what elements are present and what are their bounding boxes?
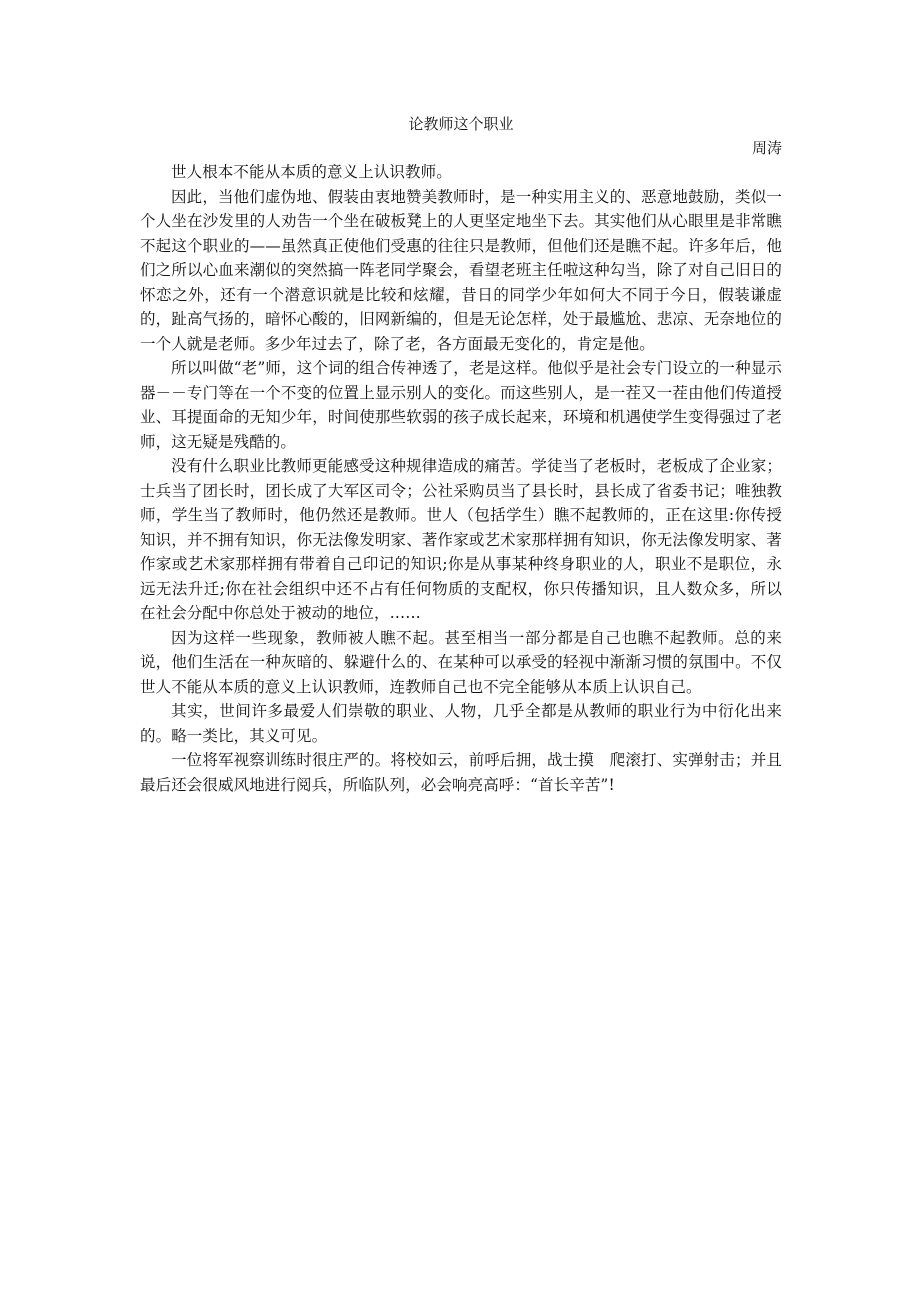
paragraph: 其实，世间许多最爱人们崇敬的职业、人物，几乎全都是从教师的职业行为中衍化出来的。略一类比，其义可见。 <box>140 702 782 745</box>
paragraph: 所以叫做“老”师，这个词的组合传神透了，老是这样。他似乎是社会专门设立的一种显示器－－专门等在一个不变的位置上显示别人的变化。而这些别人，是一茬又一茬由他们传道授业、耳提面命的无知少年，时间使那些软弱的孩子成长起来，环境和机遇使学生变得强过了老师，这无疑是残酷的。 <box>140 359 782 451</box>
paragraph: 世人根本不能从本质的意义上认识教师。 <box>171 163 452 181</box>
paragraph: 因此，当他们虚伪地、假装由衷地赞美教师时，是一种实用主义的、恶意地鼓励，类似一个人坐在沙发里的人劝告一个坐在破板凳上的人更坚定地坐下去。其实他们从心眼里是非常瞧不起这个职业的——虽然真正使他们受惠的往往只是教师，但他们还是瞧不起。许多年后，他们之所以心血来潮似的突然搞一阵老同学聚会，看望老班主任啦这种勾当，除了对自己旧日的怀恋之外，还有一个潜意识就是比较和炫耀，昔日的同学少年如何大不同于今日，假装谦虚的，趾高气扬的，暗怀心酸的，旧网新编的，但是无论怎样，处于最尴尬、悲凉、无奈地位的一个人就是老师。多少年过去了，除了老，各方面最无变化的，肯定是他。 <box>140 187 782 353</box>
document-page <box>140 110 782 797</box>
paragraph: 因为这样一些现象，教师被人瞧不起。甚至相当一部分都是自己也瞧不起教师。总的来说，他们生活在一种灰暗的、躲避什么的、在某种可以承受的轻视中渐渐习惯的氛围中。不仅世人不能从本质的意义上认识教师，连教师自己也不完全能够从本质上认识自己。 <box>140 628 782 696</box>
paragraph: 没有什么职业比教师更能感受这种规律造成的痛苦。学徒当了老板时，老板成了企业家；士兵当了团长时，团长成了大军区司令；公社采购员当了县长时，县长成了省委书记；唯独教师，学生当了教师时，他仍然还是教师。世人（包括学生）瞧不起教师的，正在这里:你传授知识，并不拥有知识，你无法像发明家、著作家或艺术家那样拥有知识，你无法像发明家、著作家或艺术家那样拥有带着自己印记的知识;你是从事某种终身职业的人，职业不是职位，永远无法升迁;你在社会组织中还不占有任何物质的支配权，你只传播知识，且人数众多，所以在社会分配中你总处于被动的地位，…… <box>140 457 782 622</box>
paragraph: 一位将军视察训练时很庄严的。将校如云，前呼后拥，战士摸 爬滚打、实弹射击；并且最后还会很威风地进行阅兵，所临队列，必会响亮高呼：“首长辛苦”! <box>140 751 782 794</box>
document-title: 论教师这个职业 <box>408 115 514 133</box>
document-author: 周涛 <box>751 139 782 157</box>
